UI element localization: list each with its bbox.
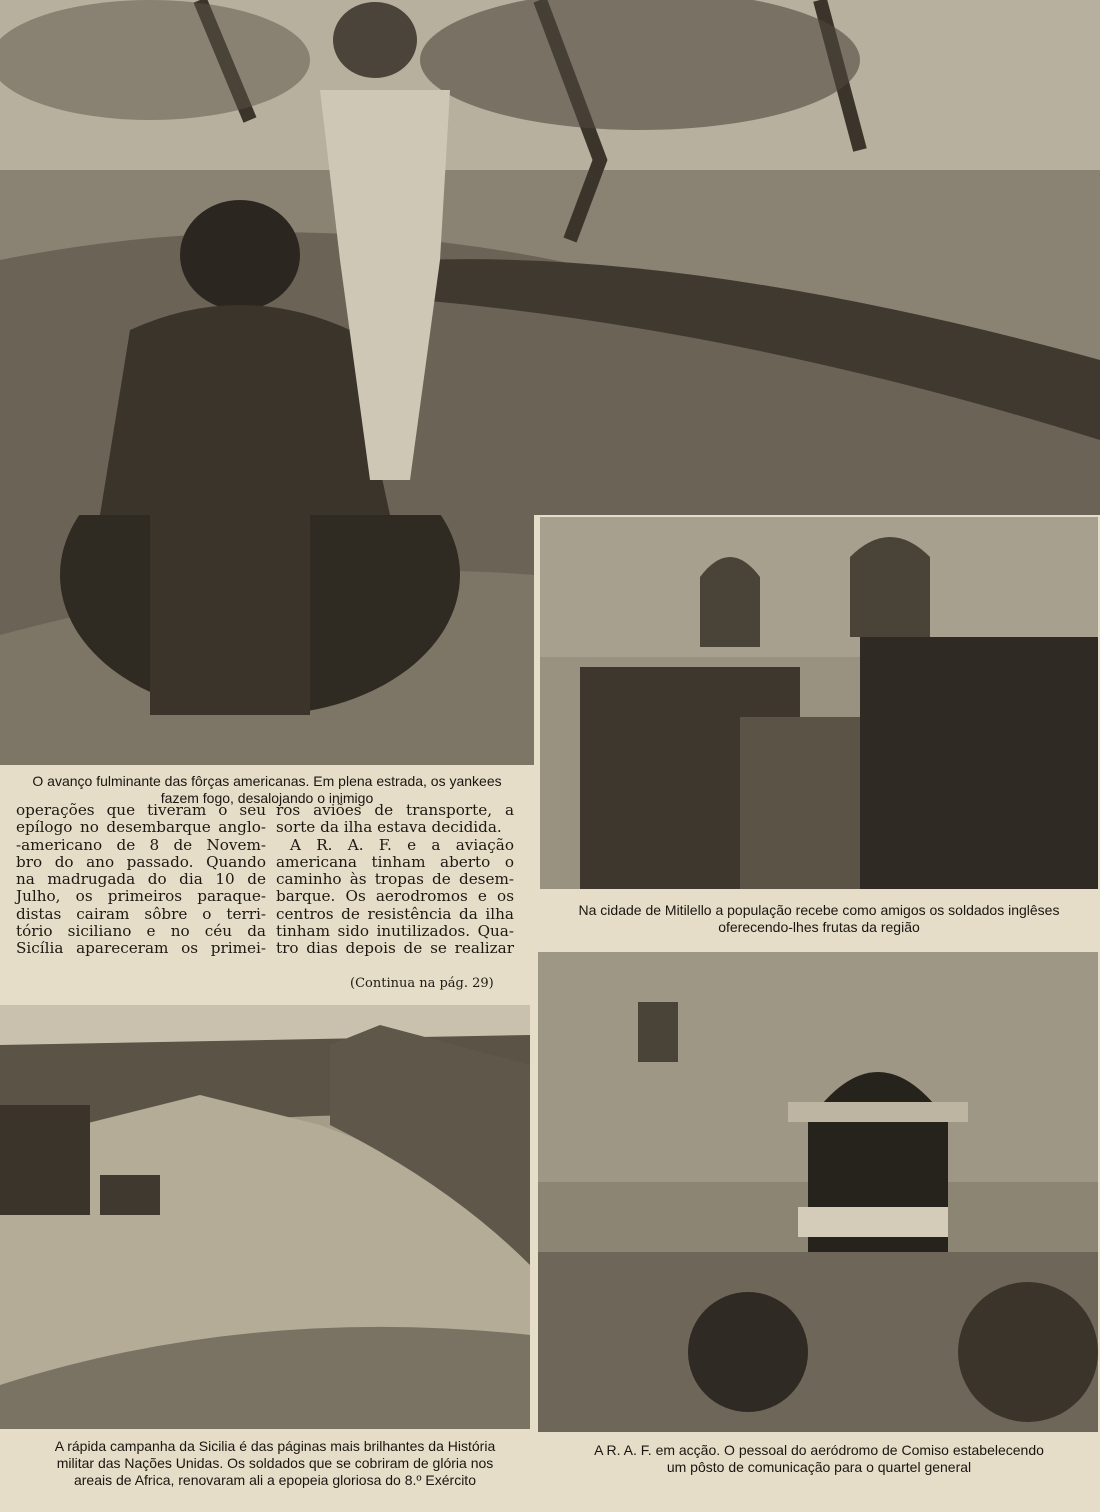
caption-line: A rápida campanha da Sicilia é das páginas mais brilhantes da História xyxy=(54,1438,496,1454)
caption-line: A R. A. F. em acção. O pessoal do aeródromo de Comiso estabelecendo xyxy=(594,1442,1044,1458)
article-line: caminho às tropas de desem- xyxy=(276,870,514,889)
article-line: distas cairam sôbre o terri- xyxy=(16,904,266,923)
article-line: sorte da ilha estava decidida. xyxy=(276,818,502,837)
photo-mitilello xyxy=(540,517,1098,889)
article-line: ros aviões de transporte, a xyxy=(276,801,514,819)
caption-line: oferecendo-lhes frutas da região xyxy=(718,919,920,935)
article-line: na madrugada do dia 10 de xyxy=(16,870,266,889)
photo-sicilia-campaign xyxy=(0,1005,530,1429)
continued-on-page: (Continua na pág. 29) xyxy=(350,976,494,991)
soldier-firing-figure xyxy=(300,0,470,480)
article-line: bro do ano passado. Quando xyxy=(16,852,266,871)
caption-mitilello xyxy=(540,902,1098,936)
article-column-1 xyxy=(16,802,266,958)
article-line: Sicília apareceram os primei- xyxy=(16,939,266,958)
article-line: A R. A. F. e a aviação xyxy=(290,835,514,854)
caption-line: fazem fogo, desalojando o inimigo xyxy=(160,790,374,806)
caption-sicilia xyxy=(0,1438,550,1489)
photo-american-advance-lower xyxy=(0,515,534,765)
article-line: centros de resistência da ilha xyxy=(276,904,514,923)
caption-line: areais de Africa, renovaram ali a epopeia gloriosa do 8.º Exército xyxy=(73,1472,476,1488)
article-line: operações que tiveram o seu xyxy=(16,801,266,819)
article-line: barque. Os aerodromos e os xyxy=(276,887,514,906)
caption-line: militar das Nações Unidas. Os soldados que se cobriram de glória nos xyxy=(56,1455,494,1471)
article-line: Julho, os primeiros paraque- xyxy=(16,887,266,906)
caption-line: Na cidade de Mitilello a população recebe como amigos os soldados inglêses xyxy=(578,902,1060,918)
caption-line: O avanço fulminante das fôrças americanas. Em plena estrada, os yankees xyxy=(32,773,502,789)
article-line: americana tinham aberto o xyxy=(276,852,514,871)
caption-raf xyxy=(540,1442,1098,1476)
caption-line: um pôsto de comunicação para o quartel general xyxy=(666,1459,972,1475)
article-column-2 xyxy=(276,802,514,958)
article-line: tro dias depois de se realizar xyxy=(276,939,514,958)
article-line: epílogo no desembarque anglo- xyxy=(16,818,266,837)
article-line: tinham sido inutilizados. Qua- xyxy=(276,922,514,941)
article-line: tório siciliano e no céu da xyxy=(16,922,266,941)
article-line: -americano de 8 de Novem- xyxy=(16,835,266,854)
photo-raf-comiso xyxy=(538,952,1098,1432)
